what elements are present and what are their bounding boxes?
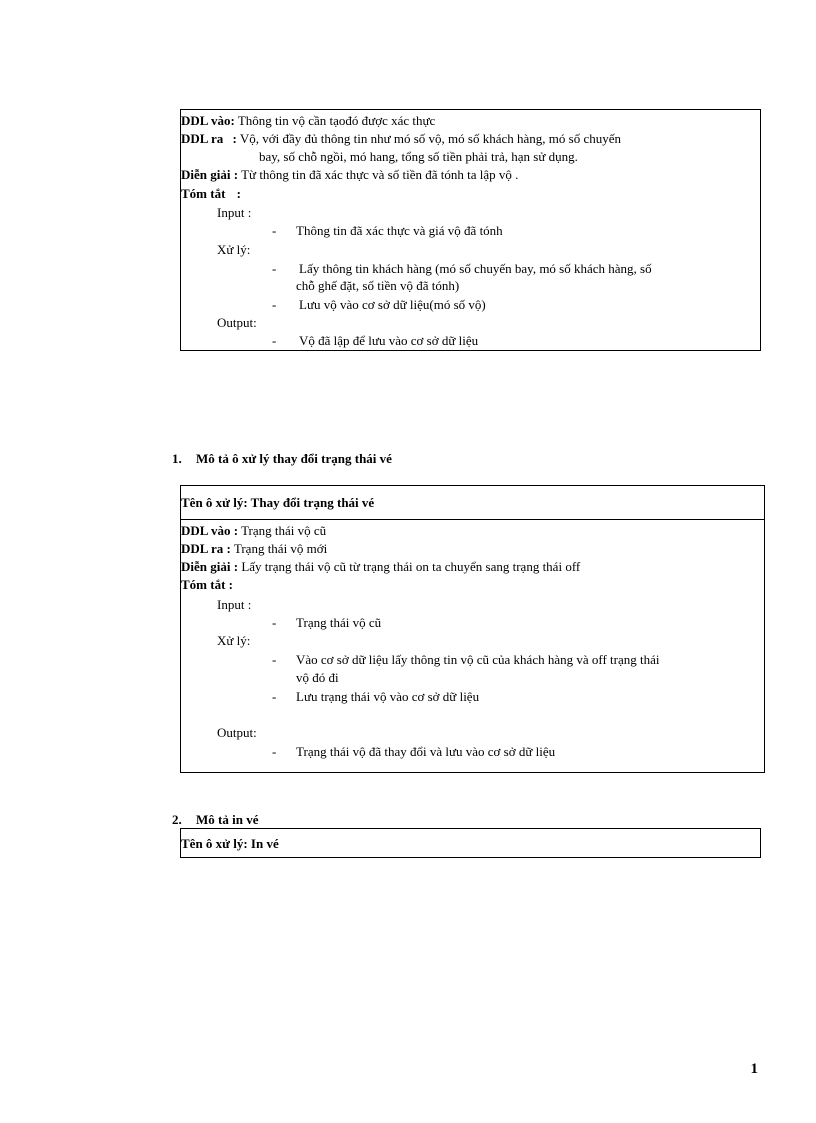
xu-ly-item-1-text: Vào cơ sở dữ liệu lấy thông tin vộ cũ của khách hàng và off trạng thái [296, 652, 660, 667]
input-item-text: Trạng thái vộ cũ [296, 615, 382, 630]
ddl-ra-text: Trạng thái vộ mới [233, 541, 328, 556]
xu-ly-item-1-text: Lấy thông tin khách hàng (mó số chuyến bay, mó số khách hàng, số [299, 261, 652, 276]
ddl-vao-label: DDL vào: [181, 113, 235, 128]
ddl-vao-label: DDL vào : [181, 523, 239, 538]
dien-giai-label: Diễn giải : [181, 167, 239, 182]
section-1-heading [172, 450, 392, 468]
ddl-vao-row [181, 112, 435, 130]
xu-ly-item-2-text: Lưu vộ vào cơ sở dữ liệu(mó số vộ) [299, 297, 486, 312]
bullet-dash: - [272, 744, 277, 759]
ddl-ra-label: DDL ra : [181, 541, 231, 556]
section-2-heading [172, 811, 258, 829]
dien-giai-row [181, 166, 518, 184]
process-box-1 [180, 109, 761, 351]
input-label: Input : [217, 205, 252, 220]
xu-ly-item-1-text-cont: vộ đó đi [296, 670, 339, 685]
tom-tat-colon: : [236, 186, 242, 201]
bullet-dash: - [272, 615, 277, 630]
tom-tat-row [181, 185, 241, 203]
header-divider [181, 519, 764, 520]
output-label: Output: [217, 725, 257, 740]
process-box-3 [180, 828, 761, 858]
tom-tat-label: Tóm tắt [181, 186, 226, 201]
input-label: Input : [217, 597, 252, 612]
bullet-dash: - [272, 652, 277, 667]
dien-giai-text: Lấy trạng thái vộ cũ từ trạng thái on ta chuyển sang trạng thái off [241, 559, 581, 574]
ddl-ra-row [181, 540, 327, 558]
output-item-text: Trạng thái vộ đã thay đổi và lưu vào cơ sở dữ liệu [296, 744, 556, 759]
section-1-number: 1. [172, 451, 182, 466]
ddl-ra-label: DDL ra [181, 131, 224, 146]
dien-giai-text: Từ thông tin đã xác thực và số tiền đã tónh ta lập vộ . [241, 167, 519, 182]
ddl-ra-colon: : [232, 131, 237, 146]
ddl-ra-text: Vộ, với đầy đủ thông tin như mó số vộ, mó số khách hàng, mó số chuyến [239, 131, 621, 146]
xu-ly-item-2-text: Lưu trạng thái vộ vào cơ sở dữ liệu [296, 689, 480, 704]
bullet-dash: - [272, 333, 277, 348]
input-item-text: Thông tin đã xác thực và giá vộ đã tónh [296, 223, 503, 238]
xu-ly-item-1-text-cont: chỗ ghế đặt, số tiền vộ đã tónh) [296, 278, 460, 293]
section-2-title: Mô tả in vé [196, 812, 259, 827]
ddl-ra-row [181, 130, 621, 148]
bullet-dash: - [272, 297, 277, 312]
bullet-dash: - [272, 261, 277, 276]
ddl-vao-text: Thông tin vộ cần tạođó được xác thực [237, 113, 436, 128]
ddl-vao-row [181, 522, 326, 540]
section-1-title: Mô tả ô xử lý thay đổi trạng thái vé [196, 451, 392, 466]
dien-giai-label: Diễn giải : [181, 559, 239, 574]
process-name-header: Tên ô xử lý: In vé [181, 836, 279, 851]
xu-ly-label: Xử lý: [217, 633, 251, 648]
ddl-vao-text: Trạng thái vộ cũ [241, 523, 327, 538]
process-name-header: Tên ô xử lý: Thay đổi trạng thái vé [181, 495, 375, 510]
page-number: 1 [750, 1061, 758, 1077]
output-label: Output: [217, 315, 257, 330]
xu-ly-label: Xử lý: [217, 242, 251, 257]
output-item-text: Vộ đã lập để lưu vào cơ sở dữ liệu [299, 333, 479, 348]
process-box-2 [180, 485, 765, 773]
dien-giai-row [181, 558, 580, 576]
ddl-ra-text-cont: bay, số chỗ ngồi, mó hang, tổng số tiền phải trả, hạn sử dụng. [259, 149, 578, 164]
tom-tat-label: Tóm tắt : [181, 577, 233, 592]
bullet-dash: - [272, 223, 277, 238]
section-2-number: 2. [172, 812, 182, 827]
bullet-dash: - [272, 689, 277, 704]
